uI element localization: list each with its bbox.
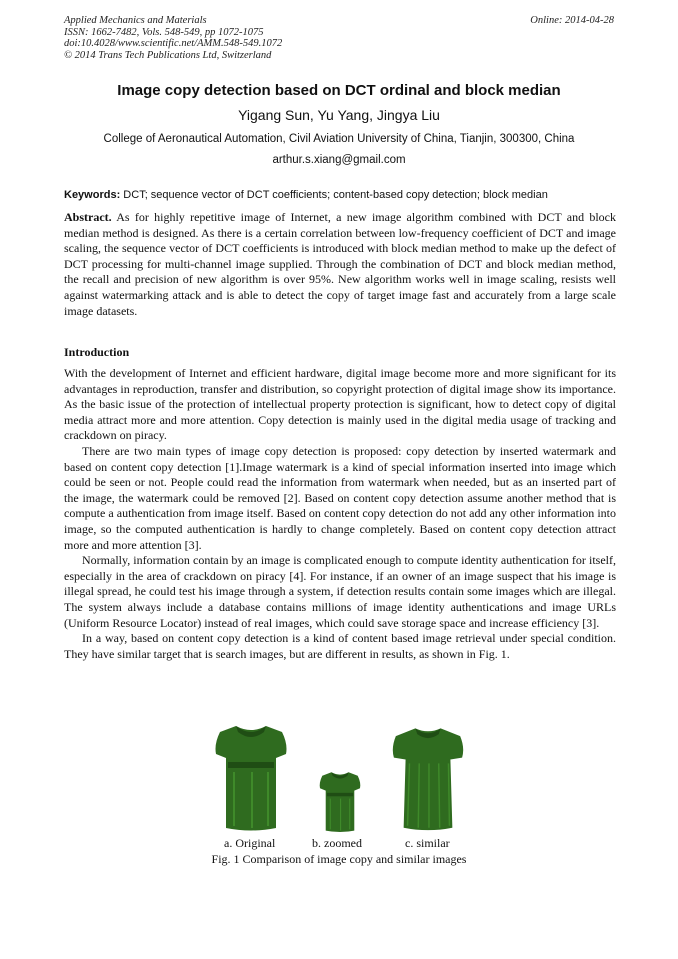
paper-title: Image copy detection based on DCT ordinal and block median [117, 82, 561, 99]
journal-header [64, 15, 282, 61]
introduction-body [64, 366, 616, 662]
figure-caption: Fig. 1 Comparison of image copy and similar images [211, 852, 467, 866]
caption-zoomed: b. zoomed [312, 836, 362, 850]
journal-name: Applied Mechanics and Materials [64, 15, 207, 26]
intro-paragraph: In a way, based on content copy detection is a kind of content based image retrieval under special condition. They have similar target that is search images, but are different in results, as shown in Fig. 1. [64, 631, 616, 661]
affiliation: College of Aeronautical Automation, Civil Aviation University of China, Tianjin, 300300, China [103, 133, 575, 145]
figure-1 [0, 722, 678, 872]
keywords-text: DCT; sequence vector of DCT coefficients; content-based copy detection; block median [120, 189, 548, 201]
caption-original: a. Original [224, 836, 276, 850]
intro-paragraph: There are two main types of image copy detection is proposed: copy detection by inserted watermark and based on content copy detection [1].Image watermark is a kind of special information inserted into image which could be seen or not. People could read the information from watermark when needed, but as an inserted part of the image, the watermark could be removed [2]. Based on content copy detection assume another method that is compute a authentication from image itself. Based on content copy detection do not add any other information into image, so the computed authentication is hardly to change completely. Based on content copy detection attract more and more attention [3]. [64, 443, 616, 552]
abstract [64, 210, 616, 319]
original-shirt-image [212, 722, 290, 834]
doi-line: doi:10.4028/www.scientific.net/AMM.548-549.1072 [64, 38, 283, 49]
abstract-label: Abstract. [64, 210, 112, 224]
copyright-line: © 2014 Trans Tech Publications Ltd, Switzerland [64, 49, 272, 61]
issn-line: ISSN: 1662-7482, Vols. 548-549, pp 1072-1075 [64, 26, 264, 38]
online-date: Online: 2014-04-28 [530, 15, 614, 26]
keywords [64, 189, 616, 202]
intro-paragraph: With the development of Internet and efficient hardware, digital image become more and more significant for its advantages in reproduction, transfer and distribution, so copyright protection of digital image show its importance. As the basic issue of the protection of intellectual property protection is significant, how to detect copy of digital media attract more and more attention. Copy detection is mainly used in the digital media usage of tracking and crackdown on piracy. [64, 366, 616, 443]
abstract-text: As for highly repetitive image of Internet, a new image algorithm combined with DCT and block median method is designed. As there is a certain correlation between low-frequency coefficient of DCT and image scaling, the sequence vector of DCT coefficients is introduced with block median method to make up the defect of DCT processing for multi-channel image supplied. Through the combination of DCT and block median method, the recall and precision of new algorithm is over 95%. New algorithm works well in image scaling, resists well against watermarking attack and is able to detect the copy of target image fast and accurately from a large scale image datasets. [64, 210, 616, 318]
keywords-label: Keywords: [64, 189, 121, 201]
paper-authors: Yigang Sun, Yu Yang, Jingya Liu [238, 107, 440, 123]
author-email: arthur.s.xiang@gmail.com [272, 154, 406, 166]
caption-similar: c. similar [405, 836, 450, 850]
zoomed-shirt-image [316, 770, 364, 834]
intro-paragraph: Normally, information contain by an image is complicated enough to compute identity authentication for itself, especially in the area of crackdown on piracy [4]. For instance, if an owner of an image suspect that his image is illegal spread, he could test his image through a system, if detection results contain some images which are illegal. The system always include a database contains millions of image identity authentications and image URLs (Uniform Resource Locator) instead of real images, which could save storage space and increase efficiency [3]. [64, 553, 616, 630]
introduction-heading: Introduction [64, 345, 130, 359]
similar-shirt-image [390, 724, 466, 834]
